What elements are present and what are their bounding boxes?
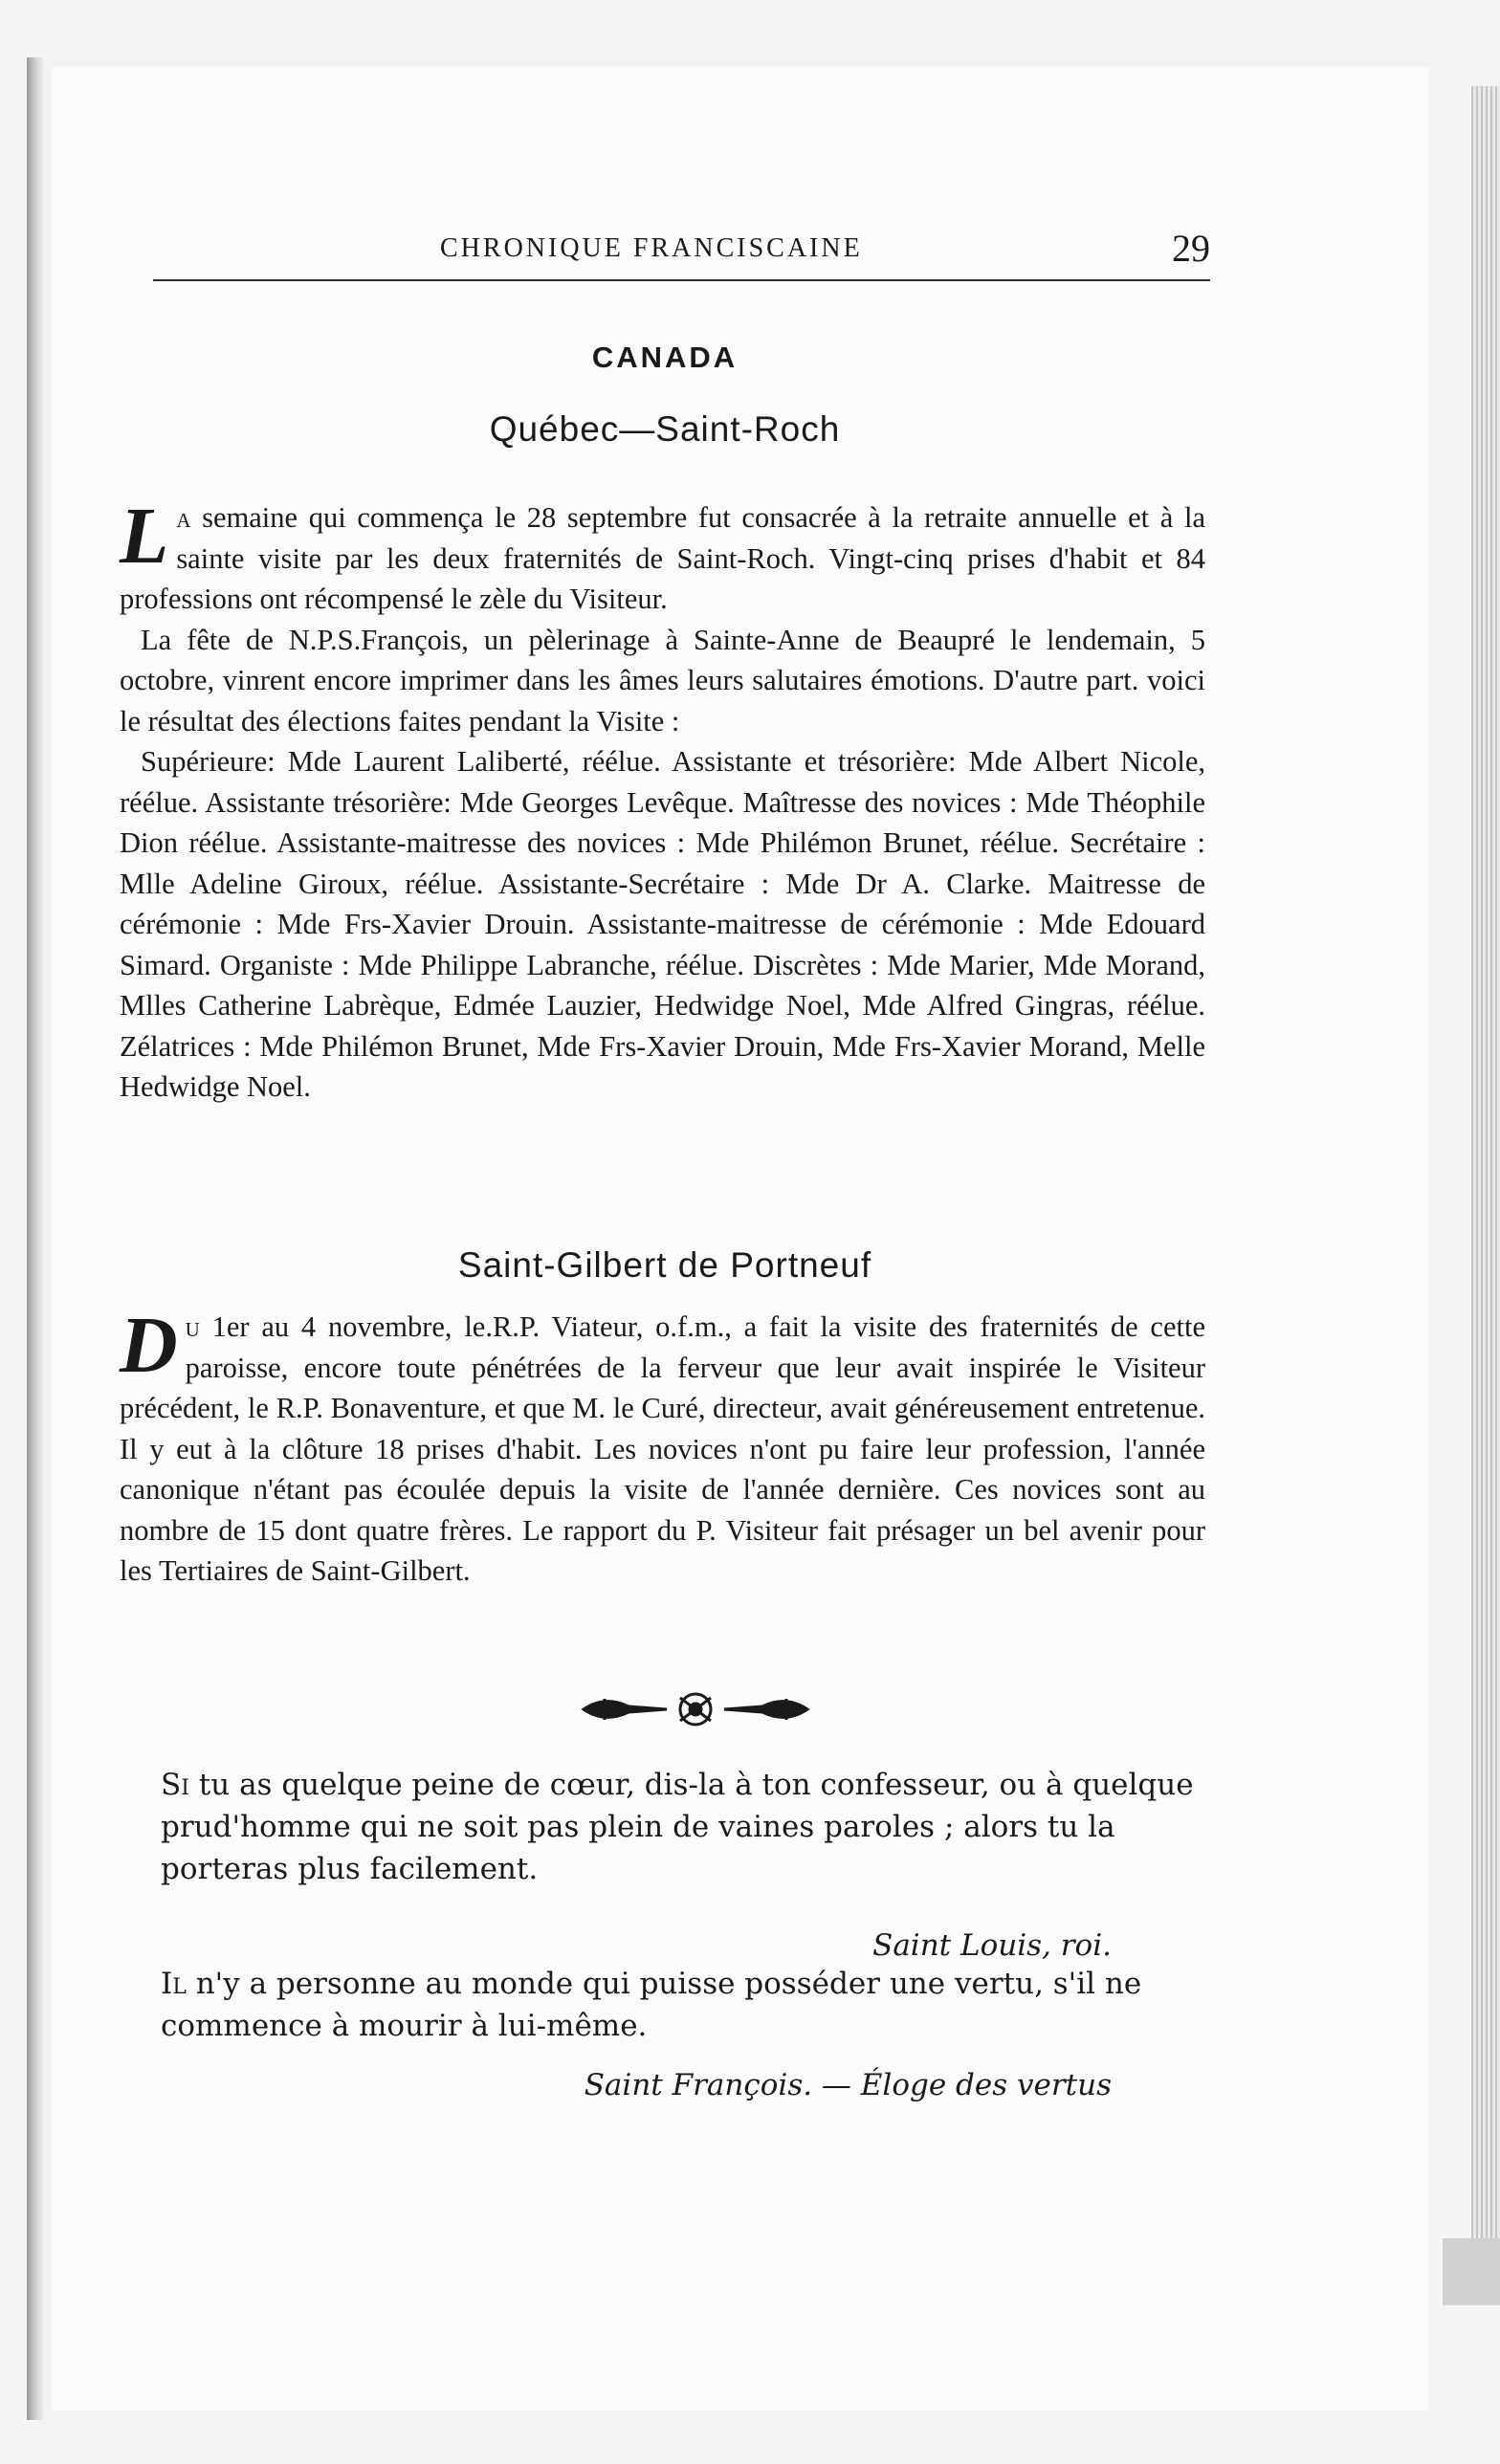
article-title-saint-gilbert: Saint-Gilbert de Portneuf (457, 1245, 872, 1285)
page-number: 29 (1172, 227, 1210, 270)
smallcaps-lead: a (176, 501, 191, 534)
running-title: CHRONIQUE FRANCISCAINE (440, 233, 863, 263)
quote-text: n'y a personne au monde qui puisse posséder une vertu, s'il ne commence à mourir à lui-même. (161, 1967, 1142, 2043)
book-binding-shadow (27, 57, 44, 2420)
dropcap: L (120, 492, 169, 581)
section-country-heading: CANADA (591, 341, 739, 374)
quote-lead: Il (161, 1967, 187, 2001)
paragraph-text: 1er au 4 novembre, le.R.P. Viateur, o.f.m., a fait la visite des fraternités de cette paroisse, encore toute pénétrées de la ferveur que leur avait inspirée le Visiteur précédent, le R.P. Bonaventure, et que M. le Curé, directeur, avait généreusement entretenue. Il y eut à la clôture 18 prises d'habit. Les novices n'ont pu faire leur profession, l'année canonique n'étant pas écoulée depuis la visite de l'année dernière. Ces novices sont au nombre de 15 dont quatre frères. Le rapport du P. Visiteur fait présager un bel avenir pour les Tertiaires de Saint-Gilbert. (120, 1310, 1205, 1587)
quote-lead: Si (161, 1768, 189, 1802)
attribution-saint-francois (0, 2068, 1112, 2102)
page-edge-corner (1443, 2238, 1500, 2305)
running-head (153, 226, 1210, 283)
article-saint-gilbert (120, 1301, 1205, 1592)
article-quebec-saint-roch (120, 492, 1205, 1108)
article2-paragraph-1 (120, 1301, 1205, 1592)
page-edges (1471, 86, 1500, 2238)
article1-paragraph-1 (120, 492, 1205, 620)
quote-text: tu as quelque peine de cœur, dis-la à ton confesseur, ou à quelque prud'homme qui ne soit pas plein de vaines paroles ; alors tu la porteras plus facilement. (161, 1768, 1194, 1886)
dropcap: D (120, 1301, 178, 1390)
attribution-text: Saint François. — Éloge des vertus (584, 2068, 1112, 2102)
fleuron-ornament-icon (576, 1685, 815, 1733)
attribution-text: Saint Louis, roi. (872, 1928, 1112, 1963)
paragraph-text: semaine qui commença le 28 septembre fut consacrée à la retraite annuelle et à la sainte visite par les deux fraternités de Saint-Roch. Vingt-cinq prises d'habit et 84 professions ont récompensé le zèle du Visiteur. (120, 501, 1205, 615)
header-rule (153, 279, 1210, 281)
article1-paragraph-3: Supérieure: Mde Laurent Laliberté, réélue. Assistante et trésorière: Mde Albert Nicole, réélue. Assistante trésorière: Mde Georges Levêque. Maîtresse des novices : Mde Théophile Dion réélue. Assistante-maitresse des novices : Mde Philémon Brunet, réélue. Secrétaire : Mlle Adeline Giroux, réélue. Assistante-Secrétaire : Mde Dr A. Clarke. Maitresse de cérémonie : Mde Frs-Xavier Drouin. Assistante-maitresse de cérémonie : Mde Edouard Simard. Organiste : Mde Philippe Labranche, réélue. Discrètes : Mde Marier, Mde Morand, Mlles Catherine Labrèque, Edmée Lauzier, Hedwidge Noel, Mde Alfred Gingras, réélue. Zélatrices : Mde Philémon Brunet, Mde Frs-Xavier Drouin, Mde Frs-Xavier Morand, Melle Hedwidge Noel. (120, 745, 1205, 1103)
smallcaps-lead: u (185, 1310, 200, 1343)
quote-saint-francois (161, 1963, 1199, 2047)
quote-saint-louis (161, 1764, 1199, 1890)
attribution-saint-louis (0, 1928, 1112, 1963)
article1-paragraph-2: La fête de N.P.S.François, un pèlerinage à Sainte-Anne de Beaupré le lendemain, 5 octobre, vinrent encore imprimer dans les âmes leurs salutaires émotions. D'autre part. voici le résultat des élections faites pendant la Visite : (120, 623, 1205, 737)
article-title-quebec-saint-roch: Québec—Saint-Roch (489, 409, 841, 449)
